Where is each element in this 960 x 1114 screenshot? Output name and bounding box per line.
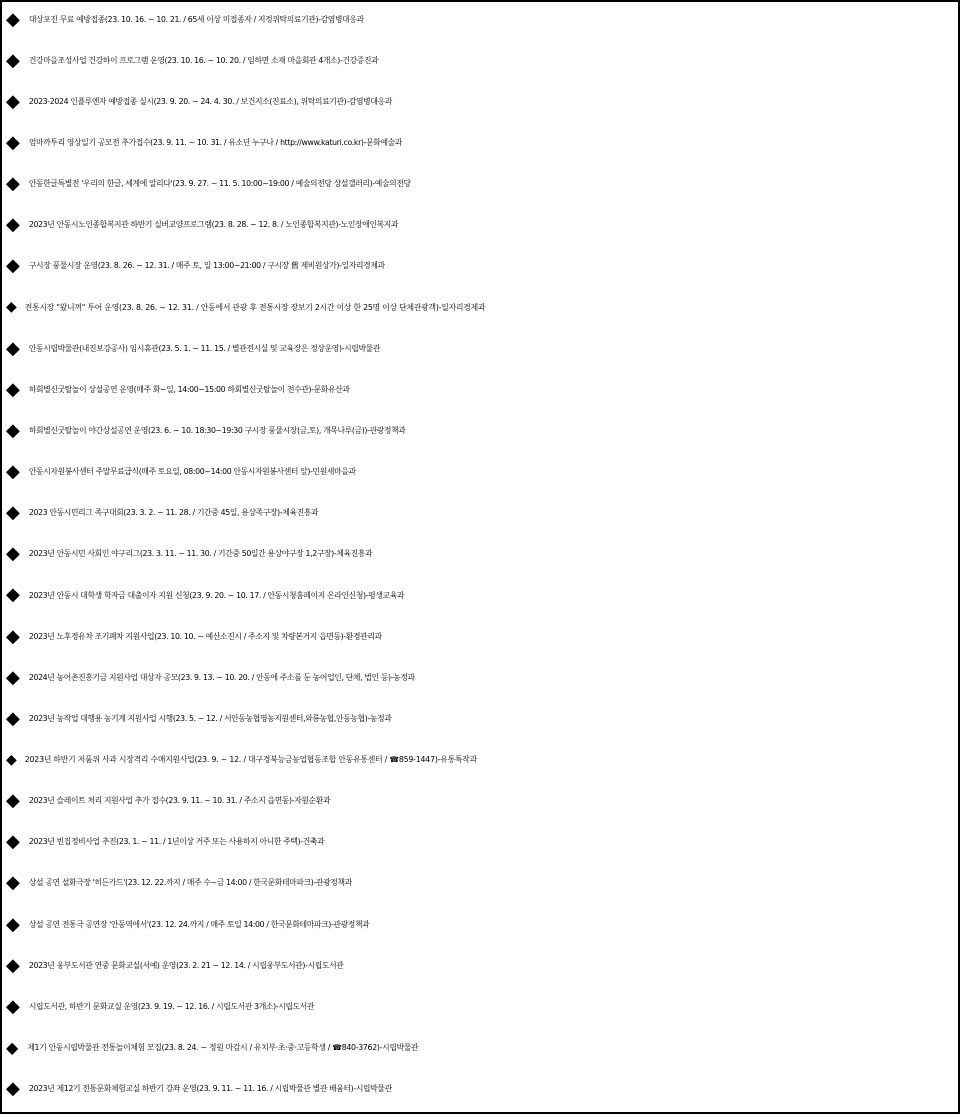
notice-text: 구시장 풍물시장 운영(23. 8. 26. ~ 12. 31. / 매주 토, 일 13:00~21:00 / 구시장 舊 제비원상가)-일자리경제과 [28,261,385,271]
diamond-bullet-icon: ◆ [6,751,17,768]
diamond-bullet-icon: ◆ [6,337,20,359]
diamond-bullet-icon: ◆ [6,790,20,812]
diamond-bullet-icon: ◆ [6,831,20,853]
notice-item [0,534,960,575]
notice-text: 2023년 노후경유차 조기폐차 지원사업(23. 10. 10. ~ 예산소진시 / 주소지 및 차량본거지 읍면동)-환경관리과 [28,631,382,641]
notice-item [0,657,960,698]
diamond-bullet-icon: ◆ [6,90,20,112]
diamond-bullet-icon: ◆ [6,625,20,647]
notice-item [0,575,960,616]
notice-item [0,493,960,534]
diamond-bullet-icon: ◆ [6,460,20,482]
diamond-bullet-icon: ◆ [6,131,20,153]
notice-item [0,739,960,780]
notice-item [0,328,960,369]
notice-item [0,369,960,410]
notice-item [0,698,960,739]
notice-text: 하회별신굿탈놀이 야간상설공연 운영(23. 6. ~ 10. 18:30~19:30 구시장 풍물시장(금,토), 개목나루(금))-관광정책과 [28,425,406,435]
notice-text: 상설 공연 전통극 공연장 '안동역에서'(23. 12. 24.까지 / 매주 토일 14:00 / 한국문화테마파크)-관광정책과 [28,919,370,929]
notice-text: 대상포진 무료 예방접종(23. 10. 16. ~ 10. 21. / 65세 이상 미접종자 / 지정위탁의료기관)-감염병대응과 [28,15,364,25]
notice-text: 2023년 슬레이트 처리 지원사업 추가 접수(23. 9. 11. ~ 10. 31. / 주소지 읍면동)-자원순환과 [28,796,331,806]
notice-text: 안동시자원봉사센터 주말무료급식(매주 토요일, 08:00~14:00 안동시자원봉사센터 앞)-민원새마을과 [28,467,356,477]
notice-item [0,246,960,287]
diamond-bullet-icon: ◆ [6,954,20,976]
notice-item [0,410,960,451]
notice-text: 시립도서관, 하반기 문화교실 운영(23. 9. 19. ~ 12. 16. / 시립도서관 3개소)-시립도서관 [28,1001,315,1011]
diamond-bullet-icon: ◆ [6,255,20,277]
notice-text: 건강마을조성사업 건강하이 프로그램 운영(23. 10. 16. ~ 10. 20. / 임하면 소재 마을회관 4개소)-건강증진과 [28,55,379,65]
notice-text: 2023 안동시민리그 족구대회(23. 3. 2. ~ 11. 28. / 기간중 45일, 용상족구장)-체육진흥과 [28,508,319,518]
diamond-bullet-icon: ◆ [6,995,20,1017]
notice-item [0,122,960,163]
diamond-bullet-icon: ◆ [6,1078,20,1100]
notice-item [0,81,960,122]
notice-text: 2023년 빈집정비사업 추진(23. 1. ~ 11. / 1년이상 거주 또는 사용하지 아니한 주택)-건축과 [28,837,325,847]
notice-text: 제1기 안동시립박물관 전통놀이체험 모집(23. 8. 24. ~ 정원 마감시 / 유치부·초·중·고등학생 / ☎840-3762)-시립박물관 [27,1043,419,1053]
diamond-bullet-icon: ◆ [6,299,17,316]
notice-item [0,1027,960,1068]
notice-text: 2023년 제12기 전통문화체험교실 하반기 강좌 운영(23. 9. 11. ~ 11. 16. / 시립박물관 별관 배움터)-시립박물관 [28,1084,392,1094]
diamond-bullet-icon: ◆ [6,707,20,729]
notice-item [0,781,960,822]
diamond-bullet-icon: ◆ [6,378,20,400]
notice-item [0,986,960,1027]
notice-text: 2023년 농작업 대행용 농기계 지원사업 시행(23. 5. ~ 12. / 서안동농협영농지원센터,와룡농협,안동농협)-농정과 [28,713,392,723]
notice-text: 2023-2024 인플루엔자 예방접종 실시(23. 9. 20. ~ 24. 4. 30. / 보건지소(진료소), 위탁의료기관)-감염병대응과 [28,96,392,106]
notice-item [0,822,960,863]
diamond-bullet-icon: ◆ [6,172,20,194]
notice-text: 2023년 안동시 대학생 학자금 대출이자 지원 신청(23. 9. 20. ~ 10. 17. / 안동시청홈페이지 온라인신청)-평생교육과 [28,590,405,600]
notice-text: 2023년 안동시민 사회인 야구리그(23. 3. 11. ~ 11. 30. / 기간중 50일간 용상야구장 1,2구장)-체육진흥과 [28,549,373,559]
notice-text: 하회별신굿탈놀이 상설공연 운영(매주 화~일, 14:00~15:00 하회별신굿탈놀이 전수관)-문화유산과 [28,384,350,394]
notice-item [0,0,960,40]
diamond-bullet-icon: ◆ [6,543,20,565]
notice-item [0,205,960,246]
diamond-bullet-icon: ◆ [6,913,20,935]
notice-item [0,451,960,492]
notice-text: 안동한글특별전 '우리의 한글, 세계에 알리다'(23. 9. 27. ~ 11. 5. 10:00~19:00 / 예술의전당 상설갤러리)-예술의전당 [28,179,411,189]
notice-text: 전통시장 "왔니껴" 투어 운영(23. 8. 26. ~ 12. 31. / 안동에서 관광 후 전통시장 장보기 2시간 이상 한 25명 이상 단체관광객)-일자리경제과 [24,302,486,312]
notice-item [0,163,960,204]
notice-item [0,616,960,657]
notice-item [0,1069,960,1110]
notice-text: 상설 공연 설화극장 '히든카드'(23. 12. 22.까지 / 매주 수~금 14:00 / 한국문화테마파크)-관광정책과 [28,878,352,888]
diamond-bullet-icon: ◆ [6,502,20,524]
notice-item [0,287,960,328]
diamond-bullet-icon: ◆ [6,9,20,30]
notice-item [0,40,960,81]
diamond-bullet-icon: ◆ [6,419,20,441]
notice-text: 안동시립박물관(내진보강공사) 임시휴관(23. 5. 1. ~ 11. 15. / 별관전시실 및 교육장은 정상운영)-시립박물관 [28,343,381,353]
notice-text: 엄마까투리 영상일기 공모전 추가접수(23. 9. 11. ~ 10. 31. / 유소년 누구나 / http://www.katuri.co.kr)-문화예술과 [28,137,402,147]
notice-item [0,904,960,945]
diamond-bullet-icon: ◆ [6,872,20,894]
diamond-bullet-icon: ◆ [6,584,20,606]
notice-text: 2023년 웅부도서관 연중 문화교실(서예) 운영(23. 2. 21 ~ 12. 14. / 시립웅부도서관)-시립도서관 [28,960,344,970]
notice-item [0,945,960,986]
diamond-bullet-icon: ◆ [6,49,20,71]
notice-text: 2023년 하반기 저품위 사과 시장격리 수매지원사업(23. 9. ~ 12. / 대구경북능금농업협동조합 안동유통센터 / ☎859-1447)-유통특작과 [24,755,477,765]
notice-text: 2023년 안동시노인종합복지관 하반기 실버교양프로그램(23. 8. 28. ~ 12. 8. / 노인종합복지관)-노인장애인복지과 [28,220,399,230]
diamond-bullet-icon: ◆ [6,666,20,688]
diamond-bullet-icon: ◆ [6,214,20,236]
diamond-bullet-icon: ◆ [6,1037,19,1057]
notice-item [0,863,960,904]
notice-text: 2024년 농어촌진흥기금 지원사업 대상자 공모(23. 9. 13. ~ 10. 20. / 안동에 주소를 둔 농어업인, 단체, 법인 등)-농정과 [28,672,415,682]
